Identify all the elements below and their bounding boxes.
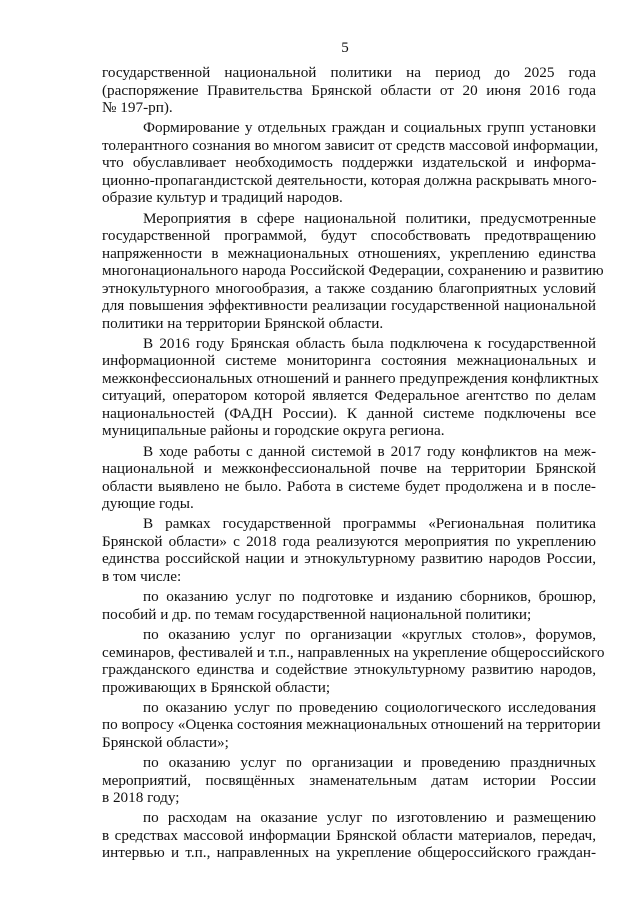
text-line: пособий и др. по темам государственной национальной политики;: [102, 605, 532, 623]
text-line: В рамках государственной программы «Региональная политика: [143, 515, 596, 533]
text-line: по оказанию услуг по подготовке и изданию сборников, брошюр,: [143, 588, 596, 606]
text-line: многонационального народа Российской Федерации, сохранению и развитию: [102, 262, 604, 280]
paragraph: [102, 809, 596, 862]
text-line: государственной программой, будут способствовать предотвращению: [102, 227, 596, 245]
text-line: ситуаций, оператором которой является Федеральное агентство по делам: [102, 387, 596, 405]
paragraph: [102, 515, 596, 585]
text-line: интервью и т.п., направленных на укрепление общероссийского граждан-: [102, 844, 596, 862]
text-line: этнокультурного многообразия, а также созданию благоприятных условий: [102, 279, 596, 297]
paragraph: [102, 209, 604, 333]
text-line: гражданского единства и содействие этнокультурному развитию народов,: [102, 661, 596, 679]
text-line: ционно-пропагандистской деятельности, которая должна раскрывать много-: [102, 171, 597, 189]
text-line: № 197-рп).: [102, 99, 173, 116]
text-line: по оказанию услуг по проведению социологического исследования: [143, 698, 596, 716]
paragraph: [102, 754, 596, 807]
text-line: национальностей (ФАДН России). К данной системе подключены все: [102, 404, 596, 422]
text-line: политики на территории Брянской области.: [102, 314, 384, 332]
paragraph: [102, 626, 605, 696]
text-line: информационной системе мониторинга состояния межнациональных и: [102, 352, 596, 370]
text-line: Формирование у отдельных граждан и социальных групп установки: [143, 119, 596, 137]
text-line: образие культур и традиций народов.: [102, 189, 343, 207]
text-line: В 2016 году Брянская область была подключена к государственной: [143, 334, 596, 352]
text-line: государственной национальной политики на период до 2025 года: [102, 64, 596, 81]
text-line: В ходе работы с данной системой в 2017 году конфликтов на меж-: [143, 442, 596, 460]
text-line: что обуславливает необходимость поддержки издательской и информа-: [102, 154, 596, 172]
text-line: по оказанию услуг по организации «круглых столов», форумов,: [143, 626, 596, 644]
text-line: Мероприятия в сфере национальной политики, предусмотренные: [143, 209, 596, 227]
text-line: муниципальные районы и городские округа региона.: [102, 422, 445, 440]
document-body: [102, 64, 605, 862]
paragraph: [102, 588, 596, 623]
text-line: дующие годы.: [102, 495, 194, 513]
text-line: национальной и межконфессиональной почве на территории Брянской: [102, 460, 596, 478]
text-line: мероприятий, посвящённых знаменательным датам истории России: [102, 771, 596, 789]
text-line: семинаров, фестивалей и т.п., направленных на укрепление общероссийского: [102, 643, 605, 661]
paragraph: [102, 119, 599, 207]
text-line: в том числе:: [102, 567, 182, 585]
text-line: напряженности в межнациональных отношениях, укреплению единства: [102, 244, 596, 262]
text-line: в 2018 году;: [102, 789, 180, 807]
text-line: (распоряжение Правительства Брянской области от 20 июня 2016 года: [102, 81, 596, 99]
text-line: единства российской нации и этнокультурному развитию народов России,: [102, 550, 596, 568]
text-line: Брянской области» с 2018 года реализуются мероприятия по укреплению: [102, 532, 596, 550]
text-line: по оказанию услуг по организации и проведению праздничных: [143, 754, 596, 772]
text-line: по вопросу «Оценка состояния межнациональных отношений на территории: [102, 716, 601, 734]
paragraph: [102, 698, 601, 752]
text-line: толерантного сознания во многом зависит от средств массовой информации,: [102, 136, 599, 154]
paragraph: [102, 64, 596, 117]
text-line: области выявлено не было. Работа в системе будет продолжена и в после-: [102, 477, 596, 495]
text-line: межконфессиональных отношений и раннего предупреждения конфликтных: [102, 369, 599, 387]
text-line: Брянской области»;: [102, 733, 229, 751]
paragraph: [102, 443, 596, 513]
paragraph: [102, 334, 599, 440]
text-line: в средствах массовой информации Брянской области материалов, передач,: [102, 826, 596, 844]
text-line: проживающих в Брянской области;: [102, 678, 331, 696]
page-number: 5: [341, 40, 349, 56]
text-line: для повышения эффективности реализации государственной национальной: [102, 297, 596, 315]
text-line: по расходам на оказание услуг по изготовлению и размещению: [143, 809, 596, 827]
